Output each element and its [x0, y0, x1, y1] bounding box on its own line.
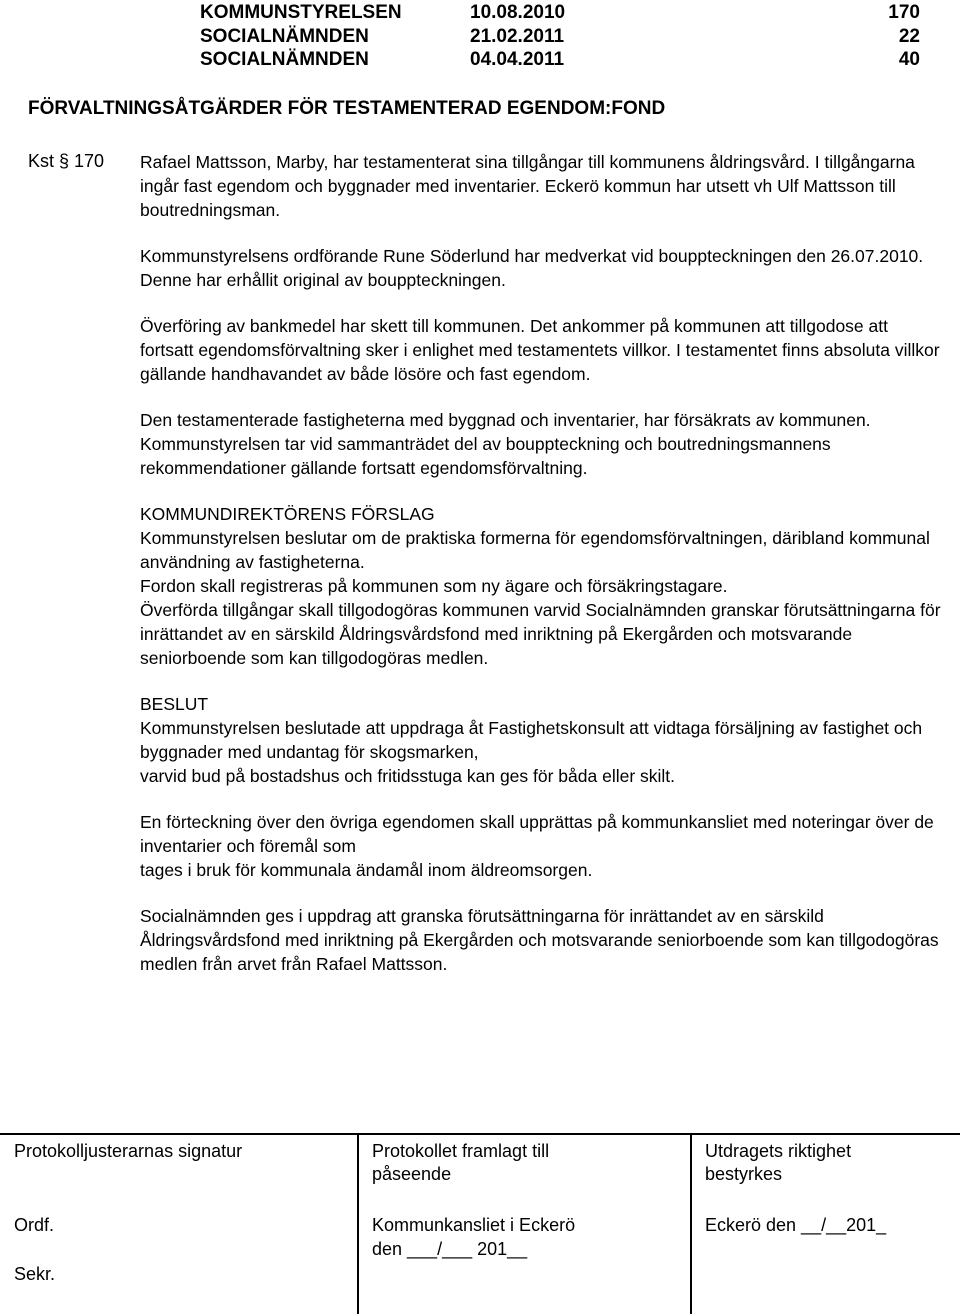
footer-divider: [0, 1133, 960, 1135]
footer-certification-heading-1: Utdragets riktighet: [705, 1141, 852, 1161]
kst-label: Kst § 170: [28, 151, 105, 171]
header-row-1: [0, 2, 960, 26]
paragraph-list-b: tages i bruk för kommunala ändamål inom äldreomsorgen.: [140, 860, 593, 880]
footer-publication-heading-1: Protokollet framlagt till: [372, 1141, 550, 1161]
footer-column-divider: [690, 1135, 692, 1314]
footer-certification-date-line: Eckerö den __/__201_: [705, 1215, 887, 1235]
proposal-text-1: Kommunstyrelsen beslutar om de praktiska formerna för egendomsförvaltningen, däribland kommunal användning av fastigheterna.: [140, 528, 930, 572]
footer-publication-heading-2: påseende: [372, 1164, 452, 1184]
header-row-3: [0, 49, 960, 73]
paragraph-list-a: En förteckning över den övriga egendomen skall upprättas på kommunkansliet med noteringar över de inventarier och föremål som: [140, 812, 934, 856]
header-organ: KOMMUNSTYRELSEN: [200, 2, 402, 23]
paragraph-inventory: Kommunstyrelsens ordförande Rune Söderlund har medverkat vid bouppteckningen den 26.07.2010. Denne har erhållit original av bouppteckningen.: [140, 246, 924, 290]
paragraph-social-board: Socialnämnden ges i uppdrag att granska förutsättningarna för inrättandet av en särskild Åldringsvårdsfond med inriktning på Ekergården och motsvarande seniorboende som kan tillgodogöras medlen från arvet från Rafael Mattsson.: [140, 906, 939, 974]
document-title: FÖRVALTNINGSÅTGÄRDER FÖR TESTAMENTERAD EGENDOM:FOND: [28, 98, 666, 119]
document-body: [140, 150, 945, 998]
footer-signatures-heading: Protokolljusterarnas signatur: [14, 1141, 243, 1161]
footer-column-divider: [357, 1135, 359, 1314]
heading-proposal: KOMMUNDIREKTÖRENS FÖRSLAG: [140, 504, 435, 524]
decision-text-1: Kommunstyrelsen beslutade att uppdraga åt Fastighetskonsult att vidtaga försäljning av fastighet och byggnader med undantag för skogsmarken,: [140, 718, 923, 762]
header-date: 04.04.2011: [470, 49, 565, 70]
header-organ: SOCIALNÄMNDEN: [200, 49, 369, 70]
paragraph-transfer: Överföring av bankmedel har skett till kommunen. Det ankommer på kommunen att tillgodose att fortsatt egendomsförvaltning sker i enlighet med testamentets villkor. I testamentet finns absoluta villkor gällande handhavandet av både lösöre och fast egendom.: [140, 316, 940, 384]
paragraph-inheritance: Rafael Mattsson, Marby, har testamenterat sina tillgångar till kommunens åldringsvård. I tillgångarna ingår fast egendom och byggnader med inventarier. Eckerö kommun har utsett vh Ulf Mattsson till boutredningsman.: [140, 152, 915, 220]
footer-certification-heading-2: bestyrkes: [705, 1164, 783, 1184]
header-organ: SOCIALNÄMNDEN: [200, 26, 369, 47]
header-paragraph-number: 22: [898, 26, 920, 47]
header-paragraph-number: 40: [898, 49, 920, 70]
proposal-text-2: Fordon skall registreras på kommunen som ny ägare och försäkringstagare.: [140, 576, 728, 596]
paragraph-insurance: Den testamenterade fastigheterna med byggnad och inventarier, har försäkrats av kommunen. Kommunstyrelsen tar vid sammanträdet del av bouppteckning och boutredningsmannens rekommendationer gällande fortsatt egendomsförvaltning.: [140, 410, 871, 478]
footer-date-line: den ___/___ 201__: [372, 1239, 528, 1259]
footer-secretary-label: Sekr.: [14, 1264, 56, 1284]
footer-chair-label: Ordf.: [14, 1215, 55, 1235]
header-date: 21.02.2011: [470, 26, 565, 47]
header-paragraph-number: 170: [888, 2, 920, 23]
header-date: 10.08.2010: [470, 2, 566, 23]
proposal-text-3: Överförda tillgångar skall tillgodogöras kommunen varvid Socialnämnden granskar förutsättningarna för inrättandet av en särskild Åldringsvårdsfond med inriktning på Ekergården och motsvarande seniorboende som kan tillgodogöras medlen.: [140, 600, 941, 668]
decision-text-2: varvid bud på bostadshus och fritidsstuga kan ges för båda eller skilt.: [140, 766, 676, 786]
heading-decision: BESLUT: [140, 694, 209, 714]
footer-office-label: Kommunkansliet i Eckerö: [372, 1215, 576, 1235]
header-row-2: [0, 26, 960, 50]
